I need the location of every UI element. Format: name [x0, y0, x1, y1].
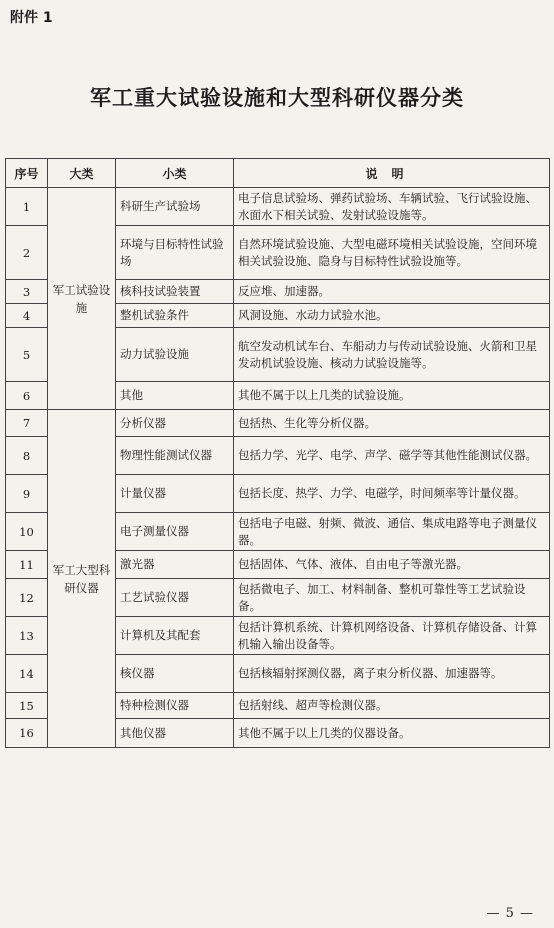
cell-description: 包括固体、气体、液体、自由电子等激光器。	[234, 551, 550, 579]
cell-description: 包括长度、热学、力学、电磁学，时间频率等计量仪器。	[234, 475, 550, 513]
cell-seq: 15	[6, 693, 48, 719]
cell-description: 包括射线、超声等检测仪器。	[234, 693, 550, 719]
table-row	[6, 410, 550, 437]
cell-subcategory: 核仪器	[116, 655, 234, 693]
table-row	[6, 188, 550, 226]
cell-seq: 1	[6, 188, 48, 226]
cell-description: 包括热、生化等分析仪器。	[234, 410, 550, 437]
cell-description: 包括微电子、加工、材料制备、整机可靠性等工艺试验设备。	[234, 579, 550, 617]
cell-seq: 14	[6, 655, 48, 693]
cell-subcategory: 其他仪器	[116, 719, 234, 748]
header-subcategory: 小类	[116, 159, 234, 188]
cell-description: 自然环境试验设施、大型电磁环境相关试验设施，空间环境相关试验设施、隐身与目标特性试验设施等。	[234, 226, 550, 280]
cell-category: 军工试验设施	[48, 188, 116, 410]
cell-seq: 11	[6, 551, 48, 579]
cell-seq: 7	[6, 410, 48, 437]
cell-seq: 16	[6, 719, 48, 748]
cell-subcategory: 整机试验条件	[116, 304, 234, 328]
table-header-row	[6, 159, 550, 188]
header-explanation: 说明	[234, 159, 550, 188]
cell-description: 反应堆、加速器。	[234, 280, 550, 304]
cell-description: 其他不属于以上几类的仪器设备。	[234, 719, 550, 748]
cell-description: 航空发动机试车台、车船动力与传动试验设施、火箭和卫星发动机试验设施、核动力试验设施等。	[234, 328, 550, 382]
cell-subcategory: 物理性能测试仪器	[116, 437, 234, 475]
cell-description: 其他不属于以上几类的试验设施。	[234, 382, 550, 410]
cell-description: 包括力学、光学、电学、声学、磁学等其他性能测试仪器。	[234, 437, 550, 475]
cell-subcategory: 环境与目标特性试验场	[116, 226, 234, 280]
cell-subcategory: 电子测量仪器	[116, 513, 234, 551]
cell-subcategory: 核科技试验装置	[116, 280, 234, 304]
header-seq: 序号	[6, 159, 48, 188]
cell-seq: 3	[6, 280, 48, 304]
document-title: 军工重大试验设施和大型科研仪器分类	[90, 85, 464, 110]
classification-table	[5, 158, 550, 748]
cell-seq: 10	[6, 513, 48, 551]
cell-subcategory: 特种检测仪器	[116, 693, 234, 719]
cell-description: 电子信息试验场、弹药试验场、车辆试验、飞行试验设施、水面水下相关试验、发射试验设施等。	[234, 188, 550, 226]
cell-seq: 2	[6, 226, 48, 280]
attachment-label: 附件 1	[10, 10, 53, 26]
cell-description: 风洞设施、水动力试验水池。	[234, 304, 550, 328]
cell-seq: 8	[6, 437, 48, 475]
table-body	[6, 188, 550, 748]
page-number: — 5 —	[486, 906, 534, 921]
cell-seq: 6	[6, 382, 48, 410]
cell-subcategory: 分析仪器	[116, 410, 234, 437]
cell-seq: 4	[6, 304, 48, 328]
cell-seq: 13	[6, 617, 48, 655]
cell-subcategory: 动力试验设施	[116, 328, 234, 382]
cell-description: 包括电子电磁、射频、微波、通信、集成电路等电子测量仪器。	[234, 513, 550, 551]
cell-subcategory: 激光器	[116, 551, 234, 579]
cell-seq: 9	[6, 475, 48, 513]
cell-seq: 12	[6, 579, 48, 617]
cell-category: 军工大型科研仪器	[48, 410, 116, 748]
cell-subcategory: 计算机及其配套	[116, 617, 234, 655]
cell-subcategory: 工艺试验仪器	[116, 579, 234, 617]
header-category: 大类	[48, 159, 116, 188]
cell-description: 包括核辐射探测仪器，离子束分析仪器、加速器等。	[234, 655, 550, 693]
cell-description: 包括计算机系统、计算机网络设备、计算机存储设备、计算机输入输出设备等。	[234, 617, 550, 655]
cell-seq: 5	[6, 328, 48, 382]
cell-subcategory: 其他	[116, 382, 234, 410]
cell-subcategory: 科研生产试验场	[116, 188, 234, 226]
cell-subcategory: 计量仪器	[116, 475, 234, 513]
